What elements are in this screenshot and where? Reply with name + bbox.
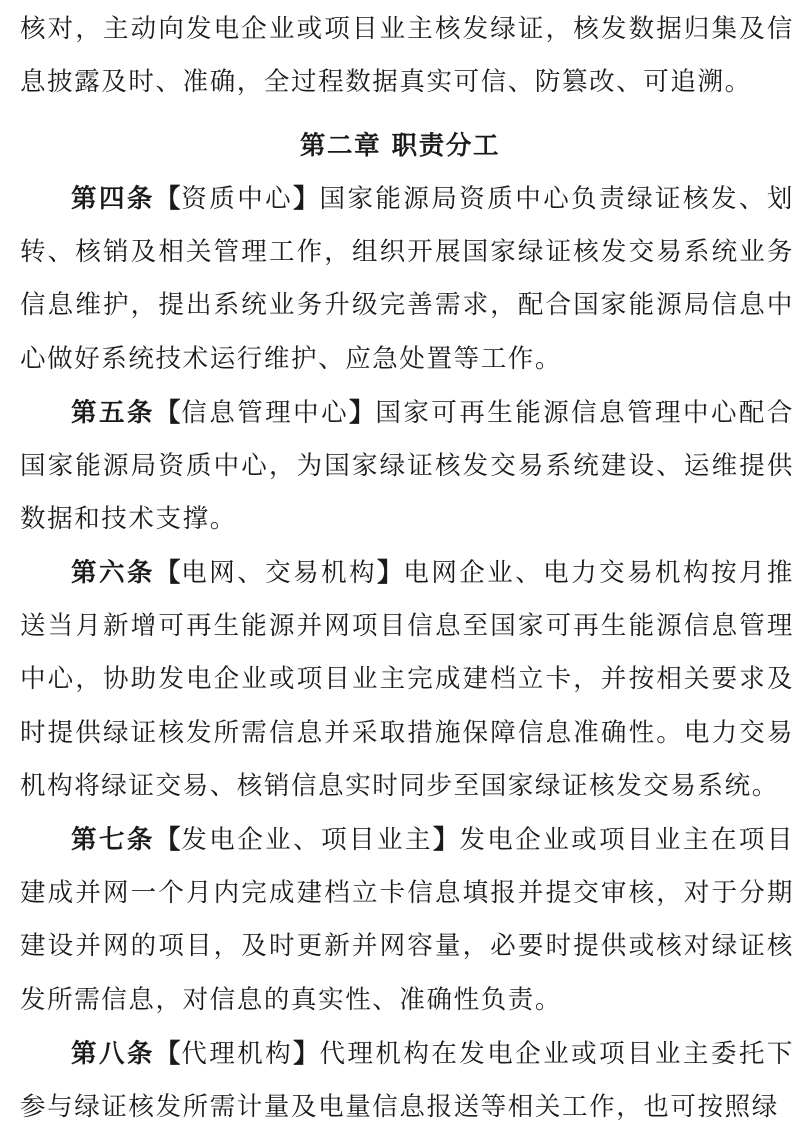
bracket-open: 【	[154, 1039, 182, 1069]
article-4	[20, 173, 794, 386]
article-body: 电网企业、电力交易机构按月推送当月新增可再生能源并网项目信息至国家可再生能源信息管理中心，协助发电企业或项目业主完成建档立卡，并按相关要求及时提供绿证核发所需信息并采取措施保障信息准确性。电力交易机构将绿证交易、核销信息实时同步至国家绿证核发交易系统。	[20, 558, 794, 801]
article-tag: 资质中心	[181, 184, 294, 214]
article-body: 国家可再生能源信息管理中心配合国家能源局资质中心，为国家绿证核发交易系统建设、运维提供数据和技术支撑。	[20, 398, 794, 535]
bracket-close: 】	[349, 398, 376, 428]
article-body: 发电企业或项目业主在项目建成并网一个月内完成建档立卡信息填报并提交审核，对于分期建设并网的项目，及时更新并网容量，必要时提供或核对绿证核发所需信息，对信息的真实性、准确性负责。	[20, 825, 794, 1015]
article-body: 国家能源局资质中心负责绿证核发、划转、核销及相关管理工作，组织开展国家绿证核发交易系统业务信息维护，提出系统业务升级完善需求，配合国家能源局信息中心做好系统技术运行维护、应急处置等工作。	[20, 184, 794, 374]
article-tag: 电网、交易机构	[181, 558, 377, 588]
article-6	[20, 547, 794, 813]
article-number: 第八条	[71, 1039, 155, 1069]
article-7	[20, 814, 794, 1027]
article-number: 第六条	[71, 558, 155, 588]
article-body: 代理机构在发电企业或项目业主委托下参与绿证核发所需计量及电量信息报送等相关工作，也可按照绿	[20, 1039, 794, 1123]
article-number: 第五条	[71, 398, 155, 428]
article-number: 第四条	[71, 184, 155, 214]
article-tag: 代理机构	[181, 1039, 294, 1069]
paragraph-intro: 核对，主动向发电企业或项目业主核发绿证，核发数据归集及信息披露及时、准确，全过程数据真实可信、防篡改、可追溯。	[20, 14, 794, 98]
article-number: 第七条	[71, 825, 155, 855]
bracket-open: 【	[154, 398, 182, 428]
bracket-close: 】	[293, 184, 320, 214]
bracket-close: 】	[432, 825, 460, 855]
article-8	[20, 1028, 794, 1134]
bracket-open: 【	[154, 184, 182, 214]
article-tag: 发电企业、项目业主	[181, 825, 433, 855]
bracket-close: 】	[293, 1039, 320, 1069]
article-5	[20, 387, 794, 547]
chapter-heading: 第二章 职责分工	[299, 131, 501, 161]
bracket-open: 【	[154, 825, 182, 855]
bracket-open: 【	[154, 558, 182, 588]
article-tag: 信息管理中心	[181, 398, 350, 428]
bracket-close: 】	[377, 558, 404, 588]
